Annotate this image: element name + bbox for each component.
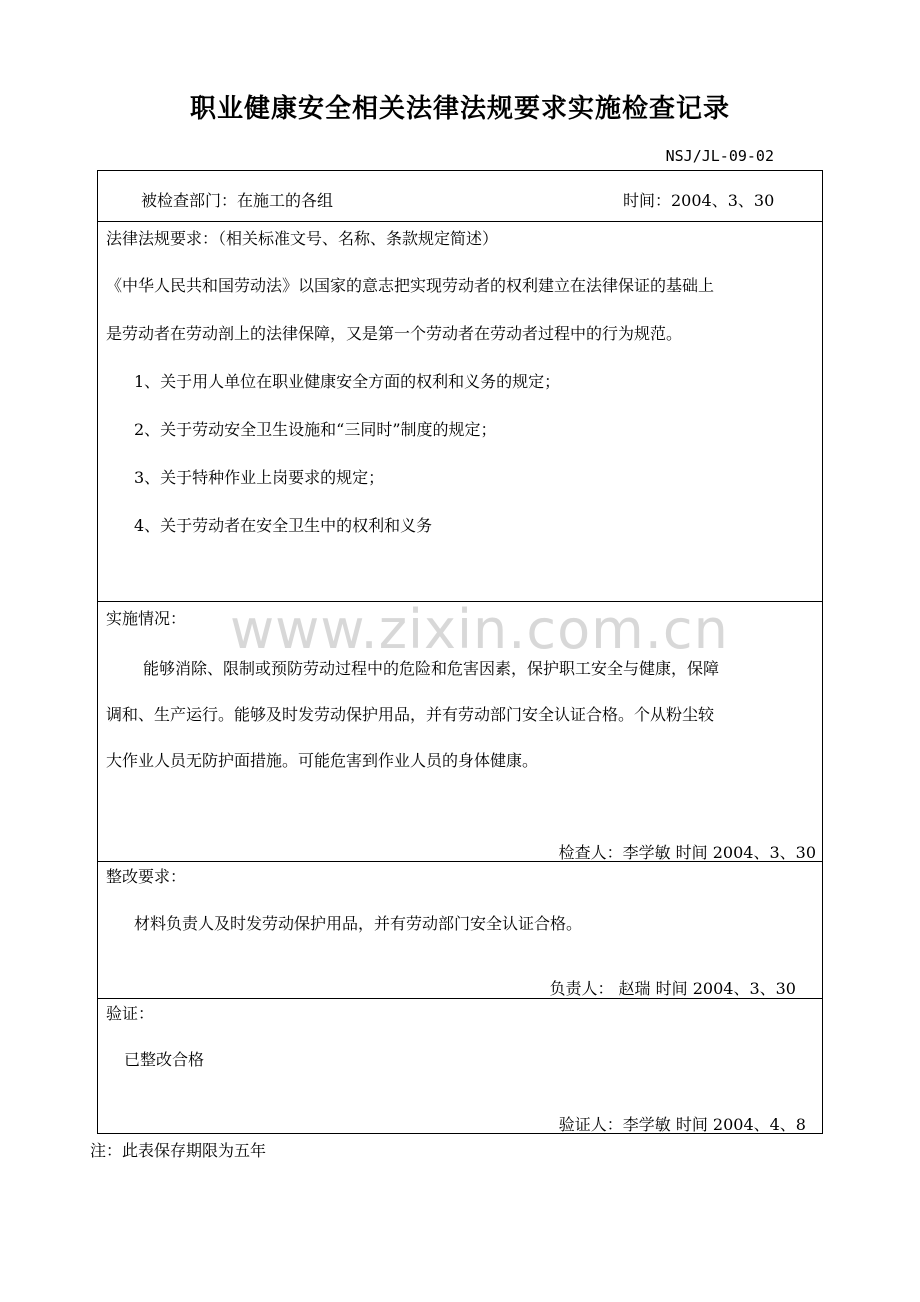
requirement-item: 1、关于用人单位在职业健康安全方面的权利和义务的规定；: [134, 372, 561, 391]
retention-note: 注：此表保存期限为五年: [90, 1141, 267, 1160]
requirements-section: [98, 222, 822, 602]
implementation-line: 大作业人员无防护面措施。可能危害到作业人员的身体健康。: [106, 751, 539, 770]
verification-heading: 验证：: [106, 1004, 155, 1023]
requirement-item: 2、关于劳动安全卫生设施和“三同时”制度的规定；: [134, 420, 497, 439]
requirements-intro-line: 是劳动者在劳动剖上的法律保障，又是第一个劳动者在劳动者过程中的行为规范。: [106, 324, 683, 343]
inspection-form: [97, 170, 823, 1134]
requirements-intro-line: 《中华人民共和国劳动法》以国家的意志把实现劳动者的权利建立在法律保证的基础上: [106, 276, 715, 295]
watermark: www.zixin.com.cn: [230, 598, 729, 661]
verification-content: 已整改合格: [124, 1050, 205, 1069]
requirement-item: 4、关于劳动者在安全卫生中的权利和义务: [134, 516, 433, 535]
rectification-content: 材料负责人及时发劳动保护用品，并有劳动部门安全认证合格。: [134, 914, 583, 933]
requirements-heading: 法律法规要求：（相关标准文号、名称、条款规定简述）: [106, 229, 499, 248]
header-row: [98, 171, 822, 222]
inspection-date: 时间：2004、3、30: [623, 191, 775, 210]
inspector-signature: 检查人：李学敏 时间 2004、3、30: [558, 843, 816, 862]
verification-section: [98, 999, 822, 1133]
implementation-line: 能够消除、限制或预防劳动过程中的危险和危害因素，保护职工安全与健康，保障: [143, 659, 720, 678]
verifier-signature: 验证人：李学敏 时间 2004、4、8: [558, 1115, 806, 1134]
requirement-item: 3、关于特种作业上岗要求的规定；: [134, 468, 385, 487]
rectification-heading: 整改要求：: [106, 867, 187, 886]
rectification-section: [98, 862, 822, 999]
implementation-section: [98, 602, 822, 862]
implementation-heading: 实施情况：: [106, 609, 187, 628]
inspected-department: 被检查部门：在施工的各组: [141, 191, 334, 210]
responsible-signature: 负责人： 赵瑞 时间 2004、3、30: [549, 979, 796, 998]
page-title: 职业健康安全相关法律法规要求实施检查记录: [189, 94, 730, 124]
document-code: NSJ/JL-09-02: [665, 147, 774, 165]
implementation-line: 调和、生产运行。能够及时发劳动保护用品，并有劳动部门安全认证合格。个从粉尘较: [106, 705, 715, 724]
